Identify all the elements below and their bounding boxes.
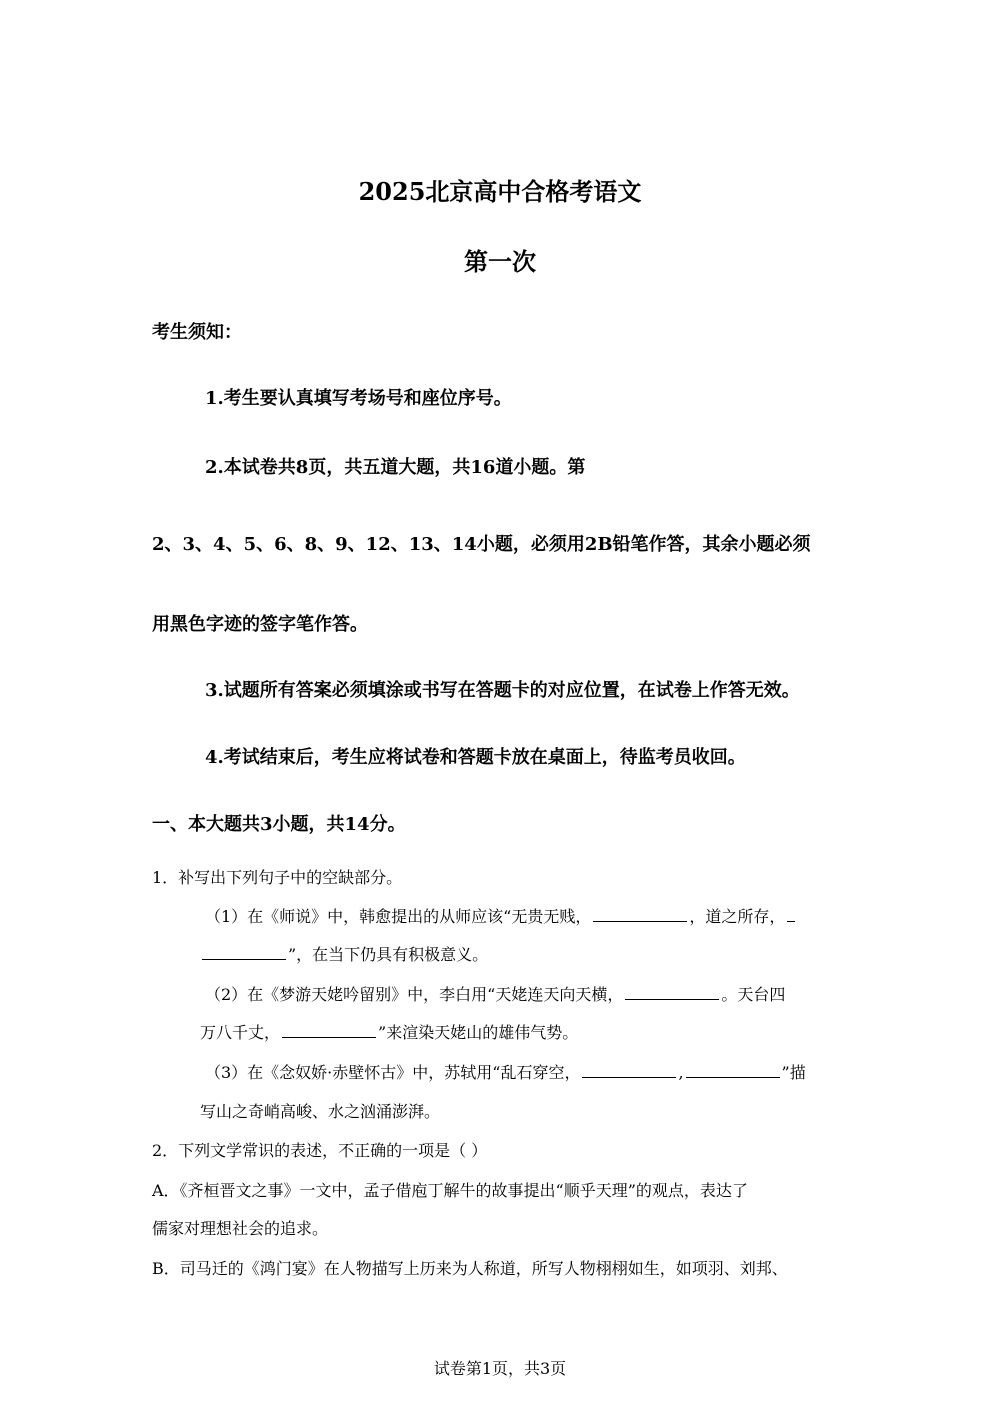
answer-blank (582, 1077, 676, 1078)
notice-item-3: 3.试题所有答案必须填涂或书写在答题卡的对应位置，在试卷上作答无效。 (205, 680, 800, 701)
page-subtitle: 第一次 (464, 247, 536, 276)
question-1-part-3 (205, 1060, 806, 1083)
notice-item-4: 4.考试结束后，考生应将试卷和答题卡放在桌面上，待监考员收回。 (205, 747, 746, 768)
page-footer: 试卷第1页，共3页 (433, 1359, 567, 1378)
question-1-part-1 (205, 904, 797, 927)
answer-blank (593, 921, 687, 922)
question-text: ”，在当下仍具有积极意义。 (288, 945, 489, 964)
question-2-stem: 2．下列文学常识的表述，不正确的一项是（ ） (152, 1141, 488, 1160)
question-text: ”描 (781, 1063, 806, 1082)
notice-item-2-cont: 2、3、4、5、6、8、9、12、13、14小题，必须用2B铅笔作答，其余小题必须 (152, 534, 811, 555)
answer-blank (202, 959, 286, 960)
answer-blank (282, 1037, 376, 1038)
question-2-option-b: B．司马迁的《鸿门宴》在人物描写上历来为人称道，所写人物栩栩如生，如项羽、刘邦、 (152, 1259, 788, 1278)
question-text: （1）在《师说》中，韩愈提出的从师应该“无贵无贱， (205, 907, 592, 926)
notice-item-1: 1.考生要认真填写考场号和座位序号。 (205, 388, 512, 409)
question-1-part-2-cont (200, 1020, 578, 1043)
question-1-part-3-cont: 写山之奇峭高峻、水之汹涌澎湃。 (200, 1102, 441, 1121)
answer-blank (625, 999, 719, 1000)
page-title: 2025北京高中合格考语文 (358, 177, 642, 206)
question-text: ，道之所存， (689, 907, 786, 926)
notice-item-2: 2.本试卷共8页，共五道大题，共16道小题。第 (205, 457, 586, 478)
question-text: （2）在《梦游天姥吟留别》中，李白用“天姥连天向天横， (205, 985, 624, 1004)
question-text: （3）在《念奴娇·赤壁怀古》中，苏轼用“乱石穿空， (205, 1063, 581, 1082)
question-2-option-a-cont: 儒家对理想社会的追求。 (152, 1219, 329, 1238)
question-2-option-a: A．《齐桓晋文之事》一文中，孟子借庖丁解牛的故事提出“顺乎天理”的观点，表达了 (152, 1181, 748, 1200)
question-1-stem: 1．补写出下列句子中的空缺部分。 (152, 868, 403, 887)
question-text: , (678, 1063, 684, 1082)
notice-heading: 考生须知： (152, 322, 242, 343)
answer-blank (686, 1077, 780, 1078)
question-text: 万八千丈， (200, 1023, 281, 1042)
section-heading: 一、本大题共3小题，共14分。 (152, 814, 406, 835)
question-text: 。天台四 (721, 985, 786, 1004)
notice-item-2-end: 用黑色字迹的签字笔作答。 (152, 614, 368, 635)
answer-blank (787, 921, 795, 922)
question-1-part-2 (205, 982, 785, 1005)
question-text: ”来渲染天姥山的雄伟气势。 (378, 1023, 579, 1042)
question-1-part-1-cont (200, 942, 488, 965)
